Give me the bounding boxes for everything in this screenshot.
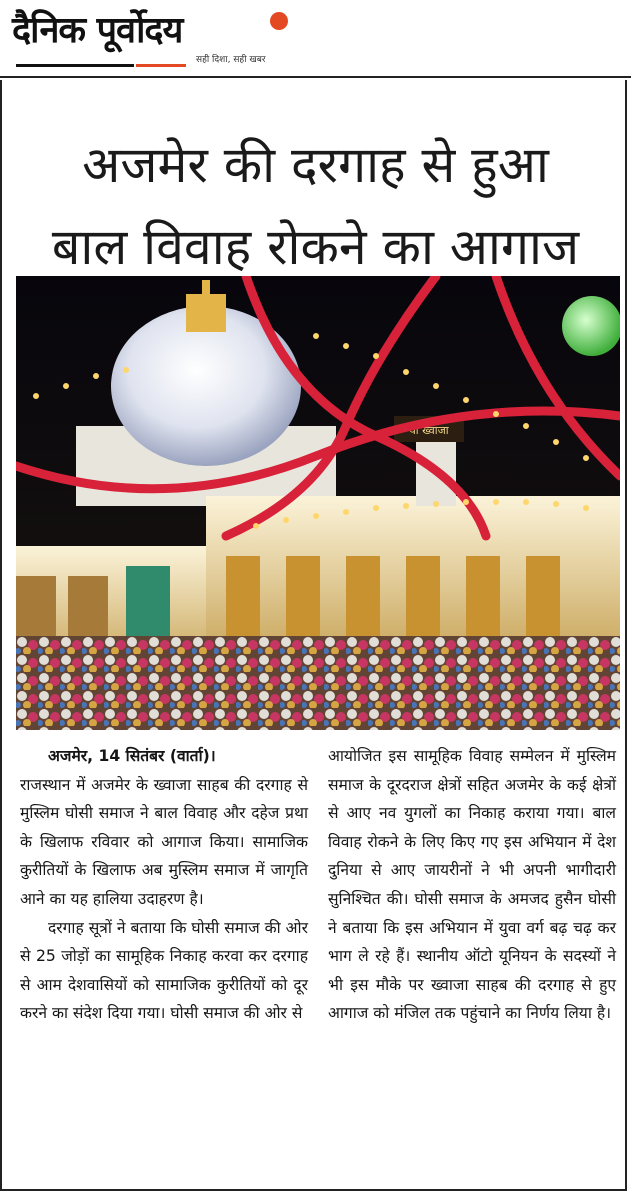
- logo-rule: [16, 64, 134, 67]
- dateline: अजमेर, 14 सितंबर (वार्ता)।: [48, 747, 216, 765]
- article-paragraph-2: दरगाह सूत्रों ने बताया कि घोसी समाज की ओर से 25 जोड़ों का सामूहिक निकाह करवा कर दरगाह से आम देशवासियों को सामाजिक कुरीतियों को दूर करने का संदेश दिया गया। घोसी समाज की ओर से: [20, 918, 308, 1023]
- masthead-divider: [0, 76, 631, 78]
- logo-dot-icon: [270, 12, 288, 30]
- headline-line-2: बाल विवाह रोकने का आगाज: [51, 217, 580, 276]
- article-column-right: [328, 742, 616, 1028]
- headline: [2, 124, 629, 288]
- dargah-photo: [16, 276, 620, 730]
- logo-rule-accent: [136, 64, 186, 67]
- article-column-left: [20, 742, 308, 1028]
- tagline: सही दिशा, सही खबर: [196, 55, 266, 65]
- article-paragraph-1: राजस्थान में अजमेर के ख्वाजा साहब की दरगाह से मुस्लिम घोसी समाज ने बाल विवाह और दहेज प्रथा के खिलाफ रविवार को आगाज किया। सामाजिक कुरीतियों के खिलाफ अब मुस्लिम समाज में जागृति आने का यह हालिया उदाहरण है।: [20, 775, 308, 908]
- dargah-photo-illustration: [16, 276, 620, 730]
- dargah-sign: या ख्वाजा: [409, 424, 449, 437]
- article-paragraph-3: आयोजित इस सामूहिक विवाह सम्मेलन में मुस्लिम समाज के दूरदराज क्षेत्रों सहित अजमेर के कई क्षेत्रों से आए नव युगलों का निकाह कराया गया। बाल विवाह रोकने के लिए किए गए इस अभियान में देश दुनिया से आए जायरीनों ने भी अपनी भागीदारी सुनिश्चित की। घोसी समाज के अमजद हुसैन घोसी ने बताया कि इस अभियान में युवा वर्ग बढ़ चढ़ कर भाग ले रहे हैं। स्थानीय ऑटो यूनियन के सदस्यों ने भी इस मौके पर ख्वाजा साहब की दरगाह से हुए आगाज को मंजिल तक पहुंचाने का निर्णय लिया है।: [328, 747, 616, 1023]
- headline-line-1: अजमेर की दरगाह से हुआ: [82, 135, 549, 194]
- article-frame: [0, 80, 627, 1191]
- masthead: [0, 0, 631, 80]
- logo-text: दैनिक पूर्वोदय: [12, 10, 183, 51]
